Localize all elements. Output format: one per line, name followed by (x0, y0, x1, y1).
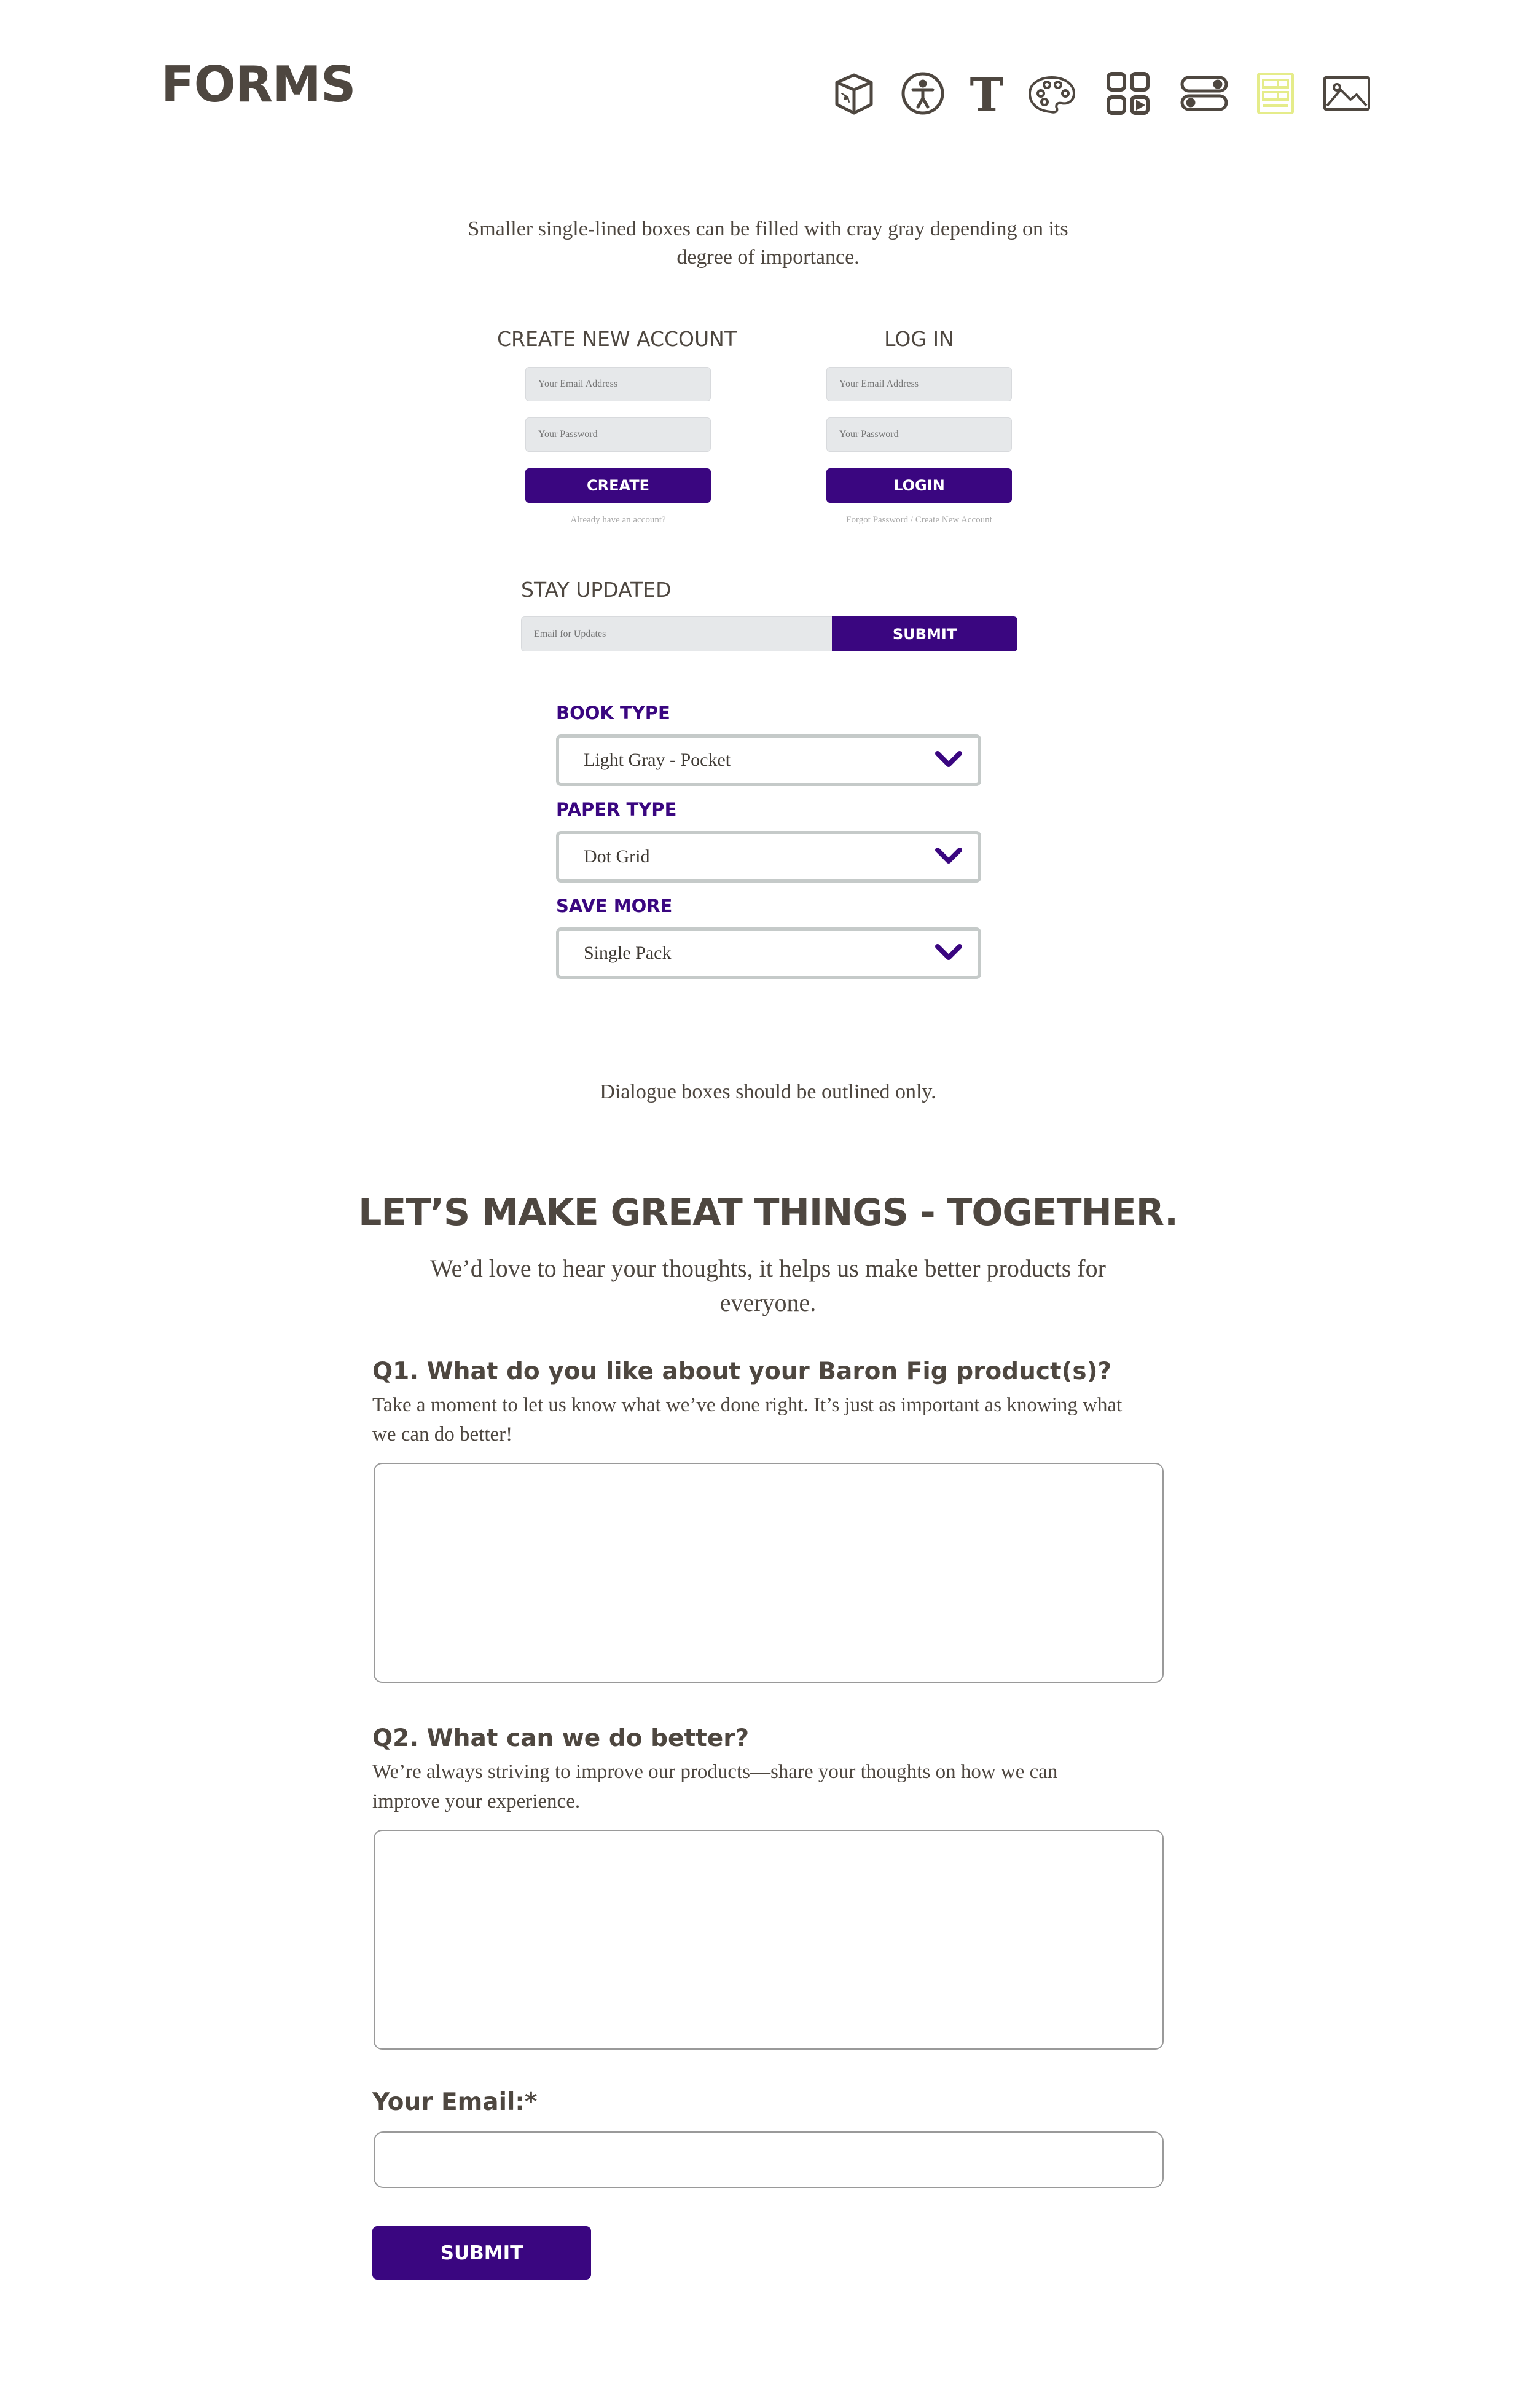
login-email-input[interactable] (826, 367, 1012, 401)
q1-title: Q1. What do you like about your Baron Fig product(s)? (372, 1358, 1112, 1385)
svg-text:T: T (970, 69, 1004, 118)
create-button[interactable]: CREATE (525, 468, 711, 503)
save-more-value: Single Pack (584, 943, 672, 963)
palette-icon[interactable] (1027, 69, 1076, 118)
forgot-password-link[interactable]: Forgot Password / Create New Account (846, 515, 992, 525)
save-more-label: SAVE MORE (556, 895, 673, 916)
q2-textarea[interactable] (374, 1830, 1164, 2050)
q1-textarea[interactable] (374, 1463, 1164, 1683)
chevron-down-icon (935, 749, 962, 771)
typography-icon[interactable] (962, 69, 1011, 118)
paper-type-select[interactable] (556, 831, 981, 883)
login-heading: LOG IN (884, 327, 954, 351)
feedback-subtitle (0, 1251, 1536, 1320)
updates-submit-button[interactable]: SUBMIT (832, 616, 1017, 651)
dialogue-note: Dialogue boxes should be outlined only. (600, 1080, 936, 1103)
save-more-select[interactable] (556, 927, 981, 979)
create-email-input[interactable] (525, 367, 711, 401)
feedback-email-input[interactable] (374, 2131, 1164, 2188)
intro-line-1: Smaller single-lined boxes can be filled with cray gray depending on its (468, 218, 1068, 240)
image-icon[interactable] (1322, 69, 1371, 118)
q1-description-line-1: Take a moment to let us know what we’ve done right. It’s just as important as knowing what (372, 1394, 1123, 1416)
paper-type-value: Dot Grid (584, 846, 650, 867)
feedback-subtitle-line-2: everyone. (719, 1289, 817, 1316)
create-password-input[interactable] (525, 417, 711, 452)
updates-email-input[interactable] (521, 616, 834, 651)
book-type-label: BOOK TYPE (556, 702, 670, 723)
toggle-icon[interactable] (1180, 69, 1229, 118)
forms-icon[interactable] (1251, 69, 1300, 118)
box-icon[interactable] (829, 69, 879, 118)
stay-updated-heading: STAY UPDATED (521, 578, 672, 602)
paper-type-label: PAPER TYPE (556, 799, 677, 820)
email-label: Your Email:* (372, 2088, 538, 2116)
intro-text (0, 215, 1536, 272)
login-button[interactable]: LOGIN (826, 468, 1012, 503)
feedback-submit-button[interactable]: SUBMIT (372, 2226, 591, 2280)
accessibility-icon[interactable] (898, 69, 947, 118)
q2-title: Q2. What can we do better? (372, 1725, 750, 1752)
intro-line-2: degree of importance. (676, 246, 860, 269)
chevron-down-icon (935, 845, 962, 867)
feedback-subtitle-line-1: We’d love to hear your thoughts, it helps us make better products for (430, 1254, 1106, 1282)
feedback-heading: LET’S MAKE GREAT THINGS - TOGETHER. (358, 1191, 1178, 1234)
already-have-account-link[interactable]: Already have an account? (570, 515, 666, 525)
q2-description-line-2: improve your experience. (372, 1790, 581, 1812)
q1-description-line-2: we can do better! (372, 1423, 513, 1446)
book-type-value: Light Gray - Pocket (584, 750, 731, 770)
create-account-heading: CREATE NEW ACCOUNT (496, 327, 737, 351)
page-title: FORMS (161, 56, 356, 113)
login-password-input[interactable] (826, 417, 1012, 452)
q1-description (372, 1390, 1171, 1449)
grid-icon[interactable] (1103, 69, 1153, 118)
chevron-down-icon (935, 942, 962, 964)
q2-description (372, 1757, 1171, 1816)
book-type-select[interactable] (556, 734, 981, 786)
q2-description-line-1: We’re always striving to improve our products—share your thoughts on how we can (372, 1761, 1058, 1783)
